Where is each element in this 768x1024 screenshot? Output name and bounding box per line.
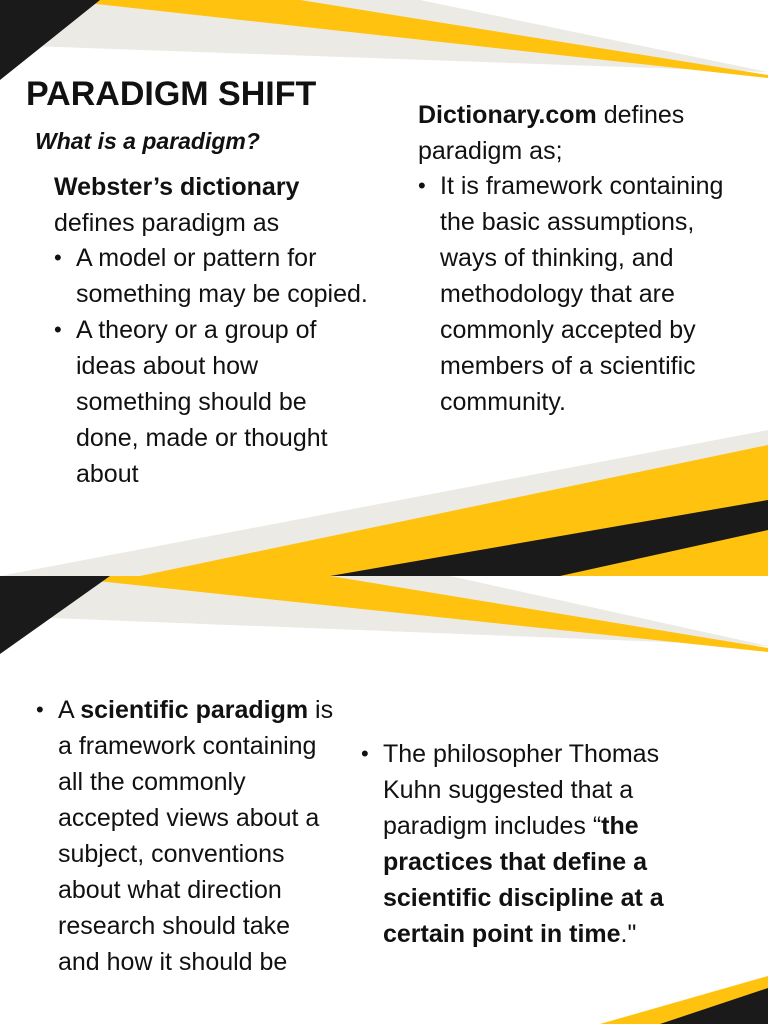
right-bullet-1: • It is framework containing the basic assumptions, ways of thinking, and methodology that are commonly accepted by members of a scientific community. [418,168,738,420]
kuhn-quote-intro: The philosopher Thomas Kuhn suggested that a paradigm includes “ [383,740,660,840]
kuhn-quote-bold: the practices that define a scientific discipline at a certain point in time [383,812,664,948]
scientific-paradigm-bullet-list [36,692,336,980]
slide-title: PARADIGM SHIFT [26,75,317,113]
right-source-name: Dictionary.com [418,101,597,129]
slide-subtitle: What is a paradigm? [35,128,260,154]
kuhn-bullet-list [361,736,681,952]
left-source-text [54,169,374,241]
left-bullet-1: • A model or pattern for something may be copied. [54,240,376,312]
left-source-name: Webster’s dictionary [54,173,300,201]
right-source-rest: defines paradigm as; [418,101,685,165]
scientific-paradigm-pre: A [58,696,81,724]
slide-2 [0,576,768,1024]
right-bullet-list [418,168,738,420]
kuhn-bullet [361,736,681,952]
left-source-rest: defines paradigm as [54,209,280,237]
left-bullet-list [54,240,376,492]
kuhn-quote-end: ." [620,920,637,948]
scientific-paradigm-term: scientific paradigm [80,696,309,724]
right-source-text [418,97,748,169]
scientific-paradigm-bullet [36,692,336,980]
scientific-paradigm-definition: is a framework containing all the commonly accepted views about a subject, conventions about what direction research should take and how it should be [58,696,334,976]
left-bullet-2: • A theory or a group of ideas about how something should be done, made or thought about [54,312,376,492]
